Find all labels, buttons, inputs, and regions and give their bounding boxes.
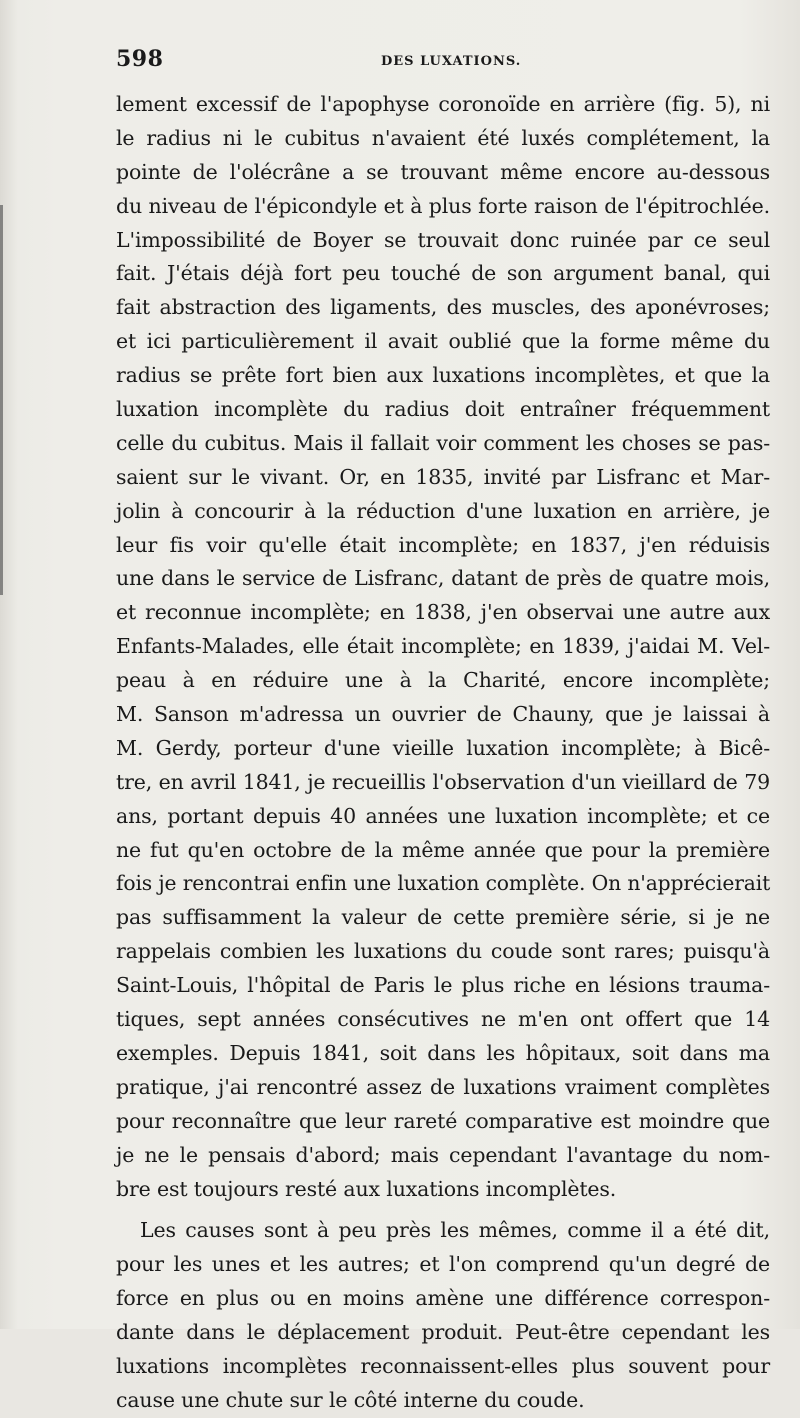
text-line: M. Gerdy, porteur d'une vieille luxation incomplète; à Bicê- <box>116 735 770 760</box>
text-line: rappelais combien les luxations du coude sont rares; puisqu'à <box>116 939 770 964</box>
text-line: dante dans le déplacement produit. Peut-être cependant les <box>116 1320 770 1345</box>
text-line: Enfants-Malades, elle était incomplète; en 1839, j'aidai M. Vel- <box>116 634 770 659</box>
text-line: je ne le pensais d'abord; mais cependant l'avantage du nom- <box>116 1142 770 1167</box>
text-line: fait abstraction des ligaments, des muscles, des aponévroses; <box>116 295 770 320</box>
text-line: fait. J'étais déjà fort peu touché de son argument banal, qui <box>116 261 770 286</box>
body-text <box>116 88 770 1418</box>
paragraph <box>116 88 770 1206</box>
text-line: peau à en réduire une à la Charité, encore incomplète; <box>116 668 770 693</box>
text-line: exemples. Depuis 1841, soit dans les hôpitaux, soit dans ma <box>116 1040 770 1065</box>
text-line: du niveau de l'épicondyle et à plus forte raison de l'épitrochlée. <box>116 193 770 218</box>
running-head: DES LUXATIONS. <box>381 54 522 69</box>
scan-edge-shadow <box>0 205 3 595</box>
paragraph <box>116 1214 770 1417</box>
text-line: pratique, j'ai rencontré assez de luxations vraiment complètes <box>116 1074 770 1099</box>
text-line: luxation incomplète du radius doit entraîner fréquemment <box>116 397 770 422</box>
text-line: radius se prête fort bien aux luxations incomplètes, et que la <box>116 363 770 388</box>
text-line: ans, portant depuis 40 années une luxation incomplète; et ce <box>116 803 770 828</box>
page-number: 598 <box>116 46 164 72</box>
text-line: le radius ni le cubitus n'avaient été luxés complétement, la <box>116 125 770 150</box>
text-line: Les causes sont à peu près les mêmes, comme il a été dit, <box>140 1218 770 1243</box>
text-line: pour les unes et les autres; et l'on comprend qu'un degré de <box>116 1252 770 1277</box>
text-line: une dans le service de Lisfranc, datant de près de quatre mois, <box>116 566 770 591</box>
text-line: force en plus ou en moins amène une différence correspon- <box>116 1286 770 1311</box>
text-line: jolin à concourir à la réduction d'une luxation en arrière, je <box>116 498 770 523</box>
text-line: luxations incomplètes reconnaissent-elles plus souvent pour <box>116 1353 770 1378</box>
text-line: ne fut qu'en octobre de la même année que pour la première <box>116 837 770 862</box>
text-line: pas suffisamment la valeur de cette première série, si je ne <box>116 905 770 930</box>
text-line: fois je rencontrai enfin une luxation complète. On n'apprécierait <box>116 871 771 896</box>
text-line: saient sur le vivant. Or, en 1835, invité par Lisfranc et Mar- <box>116 464 770 489</box>
text-line: et ici particulièrement il avait oublié que la forme même du <box>116 329 770 354</box>
text-line: pour reconnaître que leur rareté comparative est moindre que <box>116 1108 770 1133</box>
text-line: bre est toujours resté aux luxations incomplètes. <box>116 1176 617 1201</box>
text-line: lement excessif de l'apophyse coronoïde en arrière (fig. 5), ni <box>116 92 770 116</box>
text-line: leur fis voir qu'elle était incomplète; en 1837, j'en réduisis <box>116 532 770 557</box>
text-line: tiques, sept années consécutives ne m'en ont offert que 14 <box>116 1007 770 1032</box>
text-line: tre, en avril 1841, je recueillis l'observation d'un vieillard de 79 <box>116 769 770 794</box>
text-line: celle du cubitus. Mais il fallait voir comment les choses se pas- <box>116 430 770 455</box>
text-line: et reconnue incomplète; en 1838, j'en observai une autre aux <box>116 600 770 625</box>
text-line: L'impossibilité de Boyer se trouvait donc ruinée par ce seul <box>116 227 770 252</box>
text-line: cause une chute sur le côté interne du coude. <box>116 1387 585 1412</box>
text-line: M. Sanson m'adressa un ouvrier de Chauny, que je laissai à <box>116 702 770 727</box>
paragraph-gap <box>116 1206 770 1214</box>
text-line: pointe de l'olécrâne a se trouvant même encore au-dessous <box>116 159 770 184</box>
text-line: Saint-Louis, l'hôpital de Paris le plus riche en lésions trauma- <box>116 973 770 998</box>
page-header <box>116 46 766 76</box>
